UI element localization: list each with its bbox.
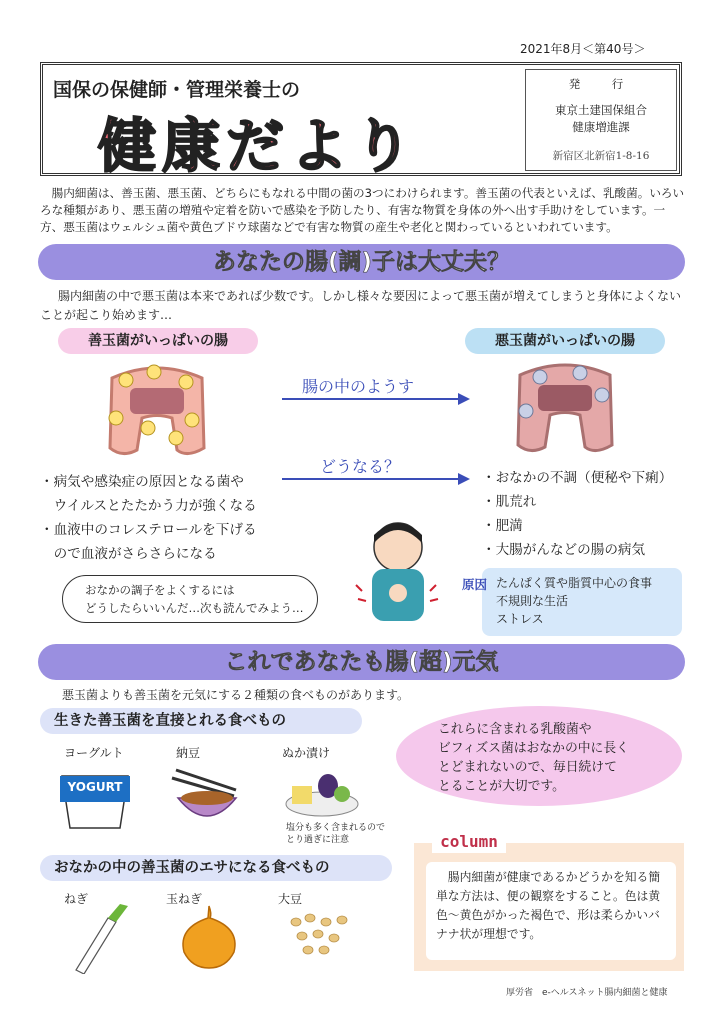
note-line: 塩分も多く含まれるので xyxy=(286,823,386,833)
list-item: ・おなかの不調（便秘や下痢） xyxy=(482,470,673,486)
food-label-natto: 納豆 xyxy=(176,746,201,760)
list-item: ・病気や感染症の原因となる菌や xyxy=(40,474,244,490)
good-gut-label: 善玉菌がいっぱいの腸 xyxy=(58,328,258,354)
soybeans-illustration xyxy=(288,912,352,958)
list-item: ので血液がさらさらになる xyxy=(40,546,217,562)
food-label-nuka: ぬか漬け xyxy=(282,746,331,760)
list-item: ・肥満 xyxy=(482,518,523,534)
list-item: ・血液中のコレステロールを下げる xyxy=(40,522,257,538)
speech-line: ビフィズス菌はおなかの中に長く xyxy=(438,741,629,756)
section2-text: 悪玉菌よりも善玉菌を元気にする２種類の食べものがあります。 xyxy=(62,688,410,702)
right-arrow-icon-2 xyxy=(282,472,472,486)
food-label-soybean: 大豆 xyxy=(278,892,303,906)
yogurt-illustration xyxy=(58,768,132,830)
section1-text: 腸内細菌の中で悪玉菌は本来であれば少数です。しかし様々な要因によって悪玉菌が増えてしまうと身体によくないことが起こり始めます… xyxy=(40,289,682,322)
stomach-ache-person-illustration xyxy=(348,515,448,625)
bad-effects-list xyxy=(482,466,672,562)
causes-box xyxy=(482,568,682,636)
yogurt-label: YOGURT xyxy=(67,780,123,794)
natto-illustration xyxy=(170,764,244,830)
bubble-line: どうしたらいいんだ…次も読んでみよう… xyxy=(85,601,304,615)
masthead-title: 健康だより xyxy=(98,112,419,180)
intro-paragraph: 腸内細菌は、善玉菌、悪玉菌、どちらにもなれる中間の菌の3つにわけられます。善玉菌の代表といえば、乳酸菌。いろいろな種類があり、悪玉菌の増殖や定着を防いで感染を予防したり、有害な物質を身体の外へ出す手助けをしています。一方、悪玉菌はウェルシュ菌や黄色ブドウ球菌などで有害な物質の産生や老化と関わっているといわれています。 xyxy=(40,186,685,234)
list-item: ストレス xyxy=(496,612,544,626)
source-credit: 厚労省 e-ヘルスネット腸内細菌と健康 xyxy=(506,988,668,998)
food-label-yogurt: ヨーグルト xyxy=(64,746,124,760)
speech-line: とることが大切です。 xyxy=(438,779,565,794)
publisher-dept: 健康増進課 xyxy=(572,120,630,134)
list-item: たんぱく質や脂質中心の食事 xyxy=(496,576,653,590)
good-gut-illustration xyxy=(92,358,222,468)
publisher-org: 東京土建国保組合 xyxy=(555,103,647,117)
arrow-label-inside: 腸の中のようす xyxy=(302,377,415,396)
issue-number: 2021年8月＜第40号＞ xyxy=(520,42,646,56)
publisher-label: 発 行 xyxy=(568,77,634,91)
food-label-negi: ねぎ xyxy=(64,892,89,906)
speech-line: とどまれないので、毎日続けて xyxy=(438,760,617,775)
masthead-subtitle: 国保の保健師・管理栄養士の xyxy=(53,79,301,101)
onion-illustration xyxy=(174,904,244,970)
section1-banner: あなたの腸(調)子は大丈夫？ xyxy=(38,244,685,280)
green-onion-illustration xyxy=(70,904,132,974)
food-label-onion: 玉ねぎ xyxy=(166,892,203,906)
note-line: とり過ぎに注意 xyxy=(286,835,350,845)
bad-gut-illustration xyxy=(500,355,630,465)
column-text: 腸内細菌が健康であるかどうかを知る簡単な方法は、便の観察をすること。色は黄色～黄色がかった褐色で、形は柔らかいバナナ状が理想です。 xyxy=(426,862,676,960)
publisher-box xyxy=(525,69,677,171)
speech-line: これらに含まれる乳酸菌や xyxy=(438,722,592,737)
list-item: ・大腸がんなどの腸の病気 xyxy=(482,542,646,558)
masthead xyxy=(40,62,682,180)
arrow-label-result: どうなる？ xyxy=(320,457,401,476)
list-item: ウイルスとたたかう力が強くなる xyxy=(40,498,257,514)
bubble-line: おなかの調子をよくするには xyxy=(85,583,235,597)
nuka-salt-note xyxy=(286,822,385,846)
subheading-live-bacteria: 生きた善玉菌を直接とれる食べもの xyxy=(40,708,362,734)
list-item: 不規則な生活 xyxy=(496,594,569,608)
bad-gut-label: 悪玉菌がいっぱいの腸 xyxy=(465,328,665,354)
nuka-pickles-illustration xyxy=(282,764,362,820)
column-header: column xyxy=(432,831,506,853)
publisher-address: 新宿区北新宿1-8-16 xyxy=(552,150,650,162)
speech-bubble xyxy=(396,706,682,806)
subheading-prebiotic: おなかの中の善玉菌のエサになる食べもの xyxy=(40,855,392,881)
right-arrow-icon xyxy=(282,392,472,406)
thought-bubble xyxy=(62,575,318,623)
causes-label: 原因 xyxy=(462,577,488,592)
good-effects-list xyxy=(40,470,257,566)
list-item: ・肌荒れ xyxy=(482,494,537,510)
section2-banner: これであなたも腸(超)元気 xyxy=(38,644,685,680)
